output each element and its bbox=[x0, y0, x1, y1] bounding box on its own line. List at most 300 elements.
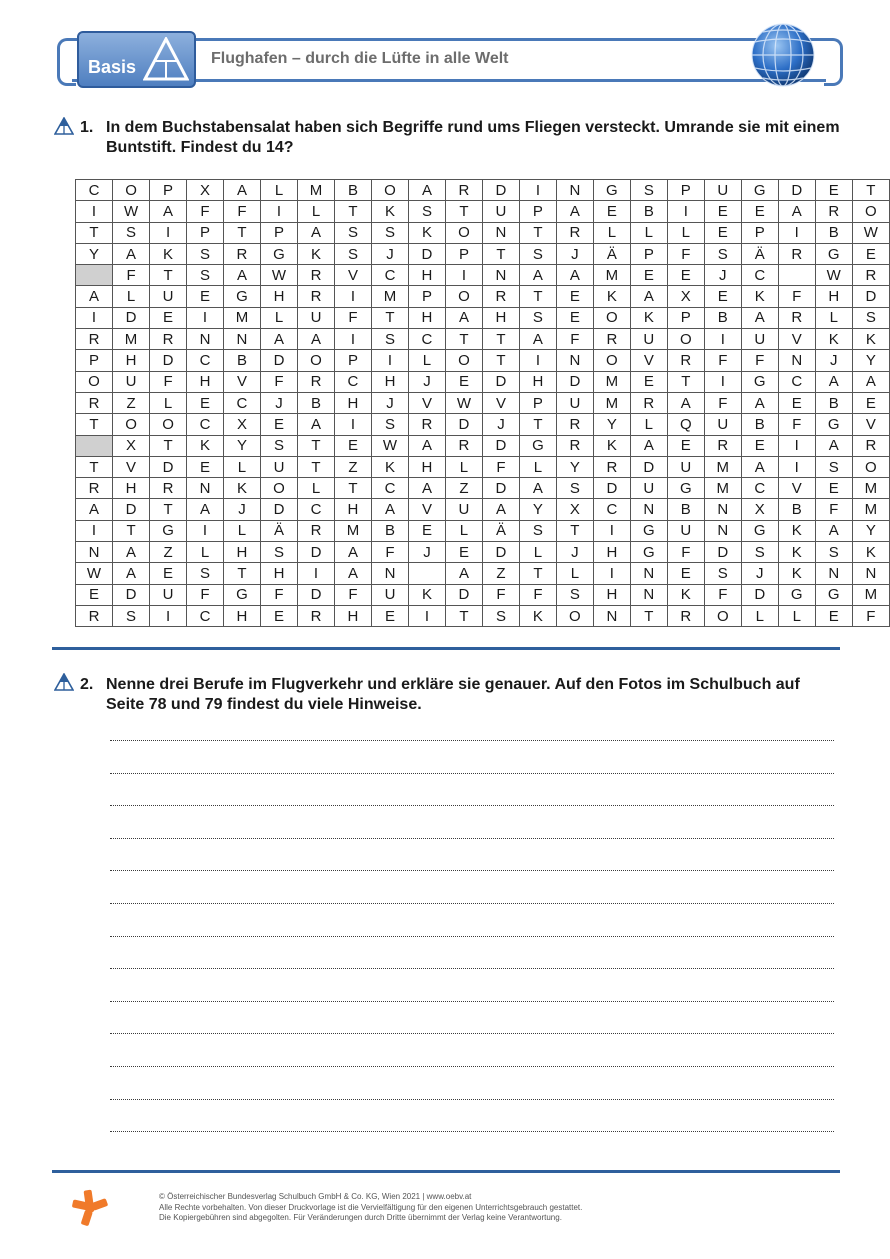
grid-cell[interactable]: H bbox=[371, 371, 408, 392]
grid-cell[interactable]: A bbox=[223, 180, 260, 201]
grid-cell[interactable]: K bbox=[593, 435, 630, 456]
grid-cell[interactable]: E bbox=[667, 563, 704, 584]
grid-cell[interactable]: U bbox=[741, 329, 778, 350]
grid-cell[interactable]: I bbox=[409, 605, 446, 626]
grid-cell[interactable]: U bbox=[667, 520, 704, 541]
grid-cell[interactable]: A bbox=[298, 222, 335, 243]
grid-cell[interactable]: M bbox=[852, 584, 889, 605]
grid-cell[interactable]: Y bbox=[852, 520, 889, 541]
grid-cell[interactable]: I bbox=[519, 350, 556, 371]
grid-cell[interactable]: K bbox=[519, 605, 556, 626]
grid-cell[interactable]: M bbox=[852, 478, 889, 499]
grid-cell[interactable]: D bbox=[482, 180, 519, 201]
grid-cell[interactable]: D bbox=[482, 435, 519, 456]
grid-cell[interactable]: N bbox=[187, 478, 224, 499]
grid-cell[interactable]: T bbox=[150, 265, 187, 286]
grid-cell[interactable]: A bbox=[778, 201, 815, 222]
grid-cell[interactable]: R bbox=[593, 456, 630, 477]
grid-cell[interactable]: T bbox=[371, 307, 408, 328]
grid-cell[interactable]: E bbox=[815, 478, 852, 499]
grid-cell[interactable]: S bbox=[556, 584, 593, 605]
grid-cell[interactable]: J bbox=[704, 265, 741, 286]
grid-cell[interactable]: O bbox=[593, 307, 630, 328]
grid-cell[interactable]: G bbox=[630, 520, 667, 541]
grid-cell[interactable]: P bbox=[150, 180, 187, 201]
grid-cell[interactable]: Y bbox=[852, 350, 889, 371]
grid-cell[interactable]: V bbox=[482, 392, 519, 413]
grid-cell[interactable]: Q bbox=[667, 414, 704, 435]
grid-cell[interactable]: J bbox=[371, 392, 408, 413]
grid-cell[interactable]: I bbox=[445, 265, 482, 286]
grid-cell[interactable]: O bbox=[150, 414, 187, 435]
grid-cell[interactable]: U bbox=[150, 286, 187, 307]
grid-cell[interactable]: A bbox=[150, 201, 187, 222]
grid-cell[interactable]: D bbox=[409, 243, 446, 264]
grid-cell[interactable]: R bbox=[76, 605, 113, 626]
grid-cell[interactable]: S bbox=[519, 243, 556, 264]
grid-cell[interactable]: R bbox=[556, 222, 593, 243]
grid-cell[interactable]: Z bbox=[445, 478, 482, 499]
grid-cell[interactable]: A bbox=[76, 499, 113, 520]
grid-cell[interactable]: L bbox=[150, 392, 187, 413]
grid-cell[interactable]: H bbox=[593, 584, 630, 605]
grid-cell[interactable]: L bbox=[741, 605, 778, 626]
grid-cell[interactable]: T bbox=[334, 478, 371, 499]
grid-cell[interactable]: T bbox=[223, 222, 260, 243]
grid-cell[interactable]: F bbox=[778, 414, 815, 435]
grid-cell[interactable]: J bbox=[741, 563, 778, 584]
grid-cell[interactable]: S bbox=[741, 542, 778, 563]
grid-cell[interactable]: C bbox=[371, 478, 408, 499]
grid-cell[interactable]: T bbox=[630, 605, 667, 626]
grid-cell[interactable]: P bbox=[76, 350, 113, 371]
grid-cell[interactable]: K bbox=[815, 329, 852, 350]
grid-cell[interactable]: G bbox=[815, 584, 852, 605]
grid-cell[interactable]: T bbox=[667, 371, 704, 392]
grid-cell[interactable]: F bbox=[187, 201, 224, 222]
grid-cell[interactable]: N bbox=[704, 499, 741, 520]
answer-line[interactable] bbox=[110, 1066, 834, 1067]
grid-cell[interactable]: Y bbox=[76, 243, 113, 264]
grid-cell[interactable]: G bbox=[260, 243, 297, 264]
grid-cell[interactable]: W bbox=[371, 435, 408, 456]
grid-cell[interactable]: F bbox=[704, 584, 741, 605]
grid-cell[interactable]: V bbox=[852, 414, 889, 435]
grid-cell[interactable]: D bbox=[482, 371, 519, 392]
grid-cell[interactable]: O bbox=[704, 605, 741, 626]
grid-cell[interactable]: O bbox=[445, 350, 482, 371]
grid-cell[interactable]: W bbox=[76, 563, 113, 584]
grid-cell[interactable]: L bbox=[445, 520, 482, 541]
grid-cell[interactable]: A bbox=[223, 265, 260, 286]
grid-cell[interactable]: K bbox=[409, 584, 446, 605]
grid-cell[interactable]: U bbox=[260, 456, 297, 477]
grid-cell[interactable]: R bbox=[852, 435, 889, 456]
grid-cell[interactable]: C bbox=[334, 371, 371, 392]
grid-cell[interactable]: O bbox=[113, 414, 150, 435]
grid-cell[interactable]: S bbox=[852, 307, 889, 328]
answer-line[interactable] bbox=[110, 936, 834, 937]
grid-cell[interactable]: F bbox=[260, 584, 297, 605]
grid-cell[interactable]: P bbox=[519, 201, 556, 222]
grid-cell[interactable]: L bbox=[298, 201, 335, 222]
grid-cell[interactable]: K bbox=[778, 542, 815, 563]
word-search-grid[interactable] bbox=[75, 179, 890, 627]
grid-cell[interactable]: A bbox=[815, 371, 852, 392]
grid-cell[interactable]: T bbox=[519, 414, 556, 435]
grid-cell[interactable]: F bbox=[778, 286, 815, 307]
grid-cell[interactable]: R bbox=[593, 329, 630, 350]
grid-cell[interactable]: D bbox=[445, 414, 482, 435]
answer-line[interactable] bbox=[110, 838, 834, 839]
grid-cell[interactable]: R bbox=[76, 478, 113, 499]
grid-cell[interactable]: A bbox=[519, 478, 556, 499]
grid-cell[interactable]: A bbox=[630, 286, 667, 307]
grid-cell[interactable]: T bbox=[519, 563, 556, 584]
grid-cell[interactable]: H bbox=[334, 392, 371, 413]
grid-cell[interactable]: U bbox=[445, 499, 482, 520]
grid-cell[interactable]: N bbox=[630, 584, 667, 605]
grid-cell[interactable]: X bbox=[223, 414, 260, 435]
grid-cell[interactable]: D bbox=[741, 584, 778, 605]
grid-cell[interactable]: L bbox=[298, 478, 335, 499]
grid-cell[interactable]: P bbox=[667, 180, 704, 201]
grid-cell[interactable]: F bbox=[482, 456, 519, 477]
grid-cell[interactable]: V bbox=[630, 350, 667, 371]
grid-cell[interactable]: K bbox=[741, 286, 778, 307]
grid-cell[interactable]: J bbox=[409, 542, 446, 563]
grid-cell[interactable]: J bbox=[556, 243, 593, 264]
grid-cell[interactable]: G bbox=[519, 435, 556, 456]
answer-line[interactable] bbox=[110, 870, 834, 871]
grid-cell[interactable]: M bbox=[371, 286, 408, 307]
grid-cell[interactable]: U bbox=[371, 584, 408, 605]
grid-cell[interactable]: W bbox=[815, 265, 852, 286]
grid-cell[interactable]: J bbox=[482, 414, 519, 435]
grid-cell[interactable]: E bbox=[187, 392, 224, 413]
answer-line[interactable] bbox=[110, 1001, 834, 1002]
grid-cell[interactable]: A bbox=[556, 201, 593, 222]
grid-cell[interactable]: P bbox=[630, 243, 667, 264]
grid-cell[interactable]: L bbox=[223, 456, 260, 477]
grid-cell[interactable]: D bbox=[630, 456, 667, 477]
grid-cell[interactable]: G bbox=[667, 478, 704, 499]
grid-cell[interactable]: D bbox=[704, 542, 741, 563]
grid-cell[interactable]: L bbox=[260, 180, 297, 201]
grid-cell[interactable]: D bbox=[298, 584, 335, 605]
grid-cell[interactable]: V bbox=[778, 329, 815, 350]
answer-line[interactable] bbox=[110, 903, 834, 904]
grid-cell[interactable]: Ä bbox=[260, 520, 297, 541]
grid-cell[interactable]: R bbox=[298, 371, 335, 392]
grid-cell[interactable]: L bbox=[519, 542, 556, 563]
grid-cell[interactable]: K bbox=[778, 520, 815, 541]
grid-cell[interactable]: U bbox=[150, 584, 187, 605]
grid-cell[interactable]: R bbox=[223, 243, 260, 264]
grid-cell[interactable]: T bbox=[445, 201, 482, 222]
grid-cell[interactable]: H bbox=[260, 563, 297, 584]
grid-cell[interactable]: I bbox=[778, 456, 815, 477]
grid-cell[interactable]: Z bbox=[113, 392, 150, 413]
grid-cell[interactable]: T bbox=[519, 222, 556, 243]
grid-cell[interactable]: D bbox=[113, 307, 150, 328]
grid-cell[interactable]: T bbox=[298, 456, 335, 477]
grid-cell[interactable]: I bbox=[76, 520, 113, 541]
grid-cell[interactable]: D bbox=[298, 542, 335, 563]
grid-cell[interactable]: S bbox=[556, 478, 593, 499]
grid-cell[interactable]: F bbox=[260, 371, 297, 392]
grid-cell[interactable]: F bbox=[556, 329, 593, 350]
grid-cell[interactable]: H bbox=[223, 605, 260, 626]
grid-cell[interactable]: C bbox=[298, 499, 335, 520]
grid-cell[interactable]: F bbox=[150, 371, 187, 392]
grid-cell[interactable]: L bbox=[223, 520, 260, 541]
grid-cell[interactable]: C bbox=[593, 499, 630, 520]
grid-cell[interactable]: N bbox=[630, 563, 667, 584]
grid-cell[interactable]: M bbox=[298, 180, 335, 201]
grid-cell[interactable]: K bbox=[630, 307, 667, 328]
grid-cell[interactable]: E bbox=[704, 201, 741, 222]
grid-cell[interactable]: S bbox=[260, 435, 297, 456]
grid-cell[interactable]: T bbox=[519, 286, 556, 307]
grid-cell[interactable]: N bbox=[815, 563, 852, 584]
grid-cell[interactable]: D bbox=[113, 584, 150, 605]
grid-cell[interactable]: S bbox=[815, 456, 852, 477]
grid-cell[interactable]: G bbox=[741, 371, 778, 392]
grid-cell[interactable]: J bbox=[556, 542, 593, 563]
grid-cell[interactable]: A bbox=[815, 435, 852, 456]
grid-cell[interactable]: U bbox=[704, 180, 741, 201]
grid-cell[interactable]: B bbox=[298, 392, 335, 413]
grid-cell[interactable]: E bbox=[741, 435, 778, 456]
grid-cell[interactable]: F bbox=[704, 392, 741, 413]
grid-cell[interactable]: O bbox=[667, 329, 704, 350]
grid-cell[interactable]: A bbox=[371, 499, 408, 520]
grid-cell[interactable]: S bbox=[409, 201, 446, 222]
grid-cell[interactable]: E bbox=[852, 243, 889, 264]
grid-cell[interactable]: K bbox=[667, 584, 704, 605]
grid-cell[interactable]: E bbox=[150, 307, 187, 328]
grid-cell[interactable]: R bbox=[556, 414, 593, 435]
grid-cell[interactable]: B bbox=[704, 307, 741, 328]
grid-cell[interactable]: O bbox=[852, 456, 889, 477]
grid-cell[interactable]: I bbox=[150, 222, 187, 243]
grid-cell[interactable]: P bbox=[187, 222, 224, 243]
grid-cell[interactable] bbox=[778, 265, 815, 286]
grid-cell[interactable]: A bbox=[298, 414, 335, 435]
grid-cell[interactable]: K bbox=[852, 329, 889, 350]
grid-cell[interactable]: S bbox=[482, 605, 519, 626]
grid-cell[interactable]: E bbox=[778, 392, 815, 413]
grid-cell[interactable]: A bbox=[741, 392, 778, 413]
grid-cell[interactable]: E bbox=[815, 605, 852, 626]
grid-cell[interactable]: I bbox=[334, 286, 371, 307]
grid-cell[interactable]: N bbox=[778, 350, 815, 371]
grid-cell[interactable]: F bbox=[187, 584, 224, 605]
grid-cell[interactable]: B bbox=[667, 499, 704, 520]
grid-cell[interactable]: L bbox=[445, 456, 482, 477]
grid-cell[interactable]: F bbox=[704, 350, 741, 371]
grid-cell[interactable]: D bbox=[150, 350, 187, 371]
grid-cell[interactable]: L bbox=[815, 307, 852, 328]
grid-cell[interactable]: Z bbox=[150, 542, 187, 563]
grid-cell[interactable]: N bbox=[187, 329, 224, 350]
grid-cell[interactable]: M bbox=[113, 329, 150, 350]
grid-cell[interactable]: A bbox=[482, 499, 519, 520]
grid-cell[interactable]: I bbox=[260, 201, 297, 222]
grid-cell[interactable]: T bbox=[113, 520, 150, 541]
grid-cell[interactable]: I bbox=[334, 414, 371, 435]
grid-cell[interactable]: T bbox=[76, 222, 113, 243]
grid-cell[interactable]: U bbox=[630, 329, 667, 350]
grid-cell[interactable]: C bbox=[741, 478, 778, 499]
grid-cell[interactable]: T bbox=[445, 329, 482, 350]
grid-cell[interactable]: P bbox=[445, 243, 482, 264]
grid-cell[interactable]: H bbox=[113, 350, 150, 371]
grid-cell[interactable]: O bbox=[852, 201, 889, 222]
grid-cell[interactable]: B bbox=[815, 222, 852, 243]
grid-cell[interactable]: R bbox=[298, 520, 335, 541]
grid-cell[interactable]: Y bbox=[556, 456, 593, 477]
grid-cell[interactable]: A bbox=[409, 435, 446, 456]
grid-cell[interactable]: H bbox=[409, 265, 446, 286]
grid-cell[interactable]: R bbox=[778, 243, 815, 264]
grid-cell[interactable]: S bbox=[187, 563, 224, 584]
grid-cell[interactable]: P bbox=[409, 286, 446, 307]
grid-cell[interactable]: G bbox=[150, 520, 187, 541]
grid-cell[interactable]: H bbox=[482, 307, 519, 328]
grid-cell[interactable]: B bbox=[815, 392, 852, 413]
grid-cell[interactable]: N bbox=[704, 520, 741, 541]
grid-cell[interactable]: R bbox=[815, 201, 852, 222]
grid-cell[interactable]: B bbox=[741, 414, 778, 435]
grid-cell[interactable]: U bbox=[704, 414, 741, 435]
grid-cell[interactable]: L bbox=[409, 350, 446, 371]
answer-line[interactable] bbox=[110, 740, 834, 741]
grid-cell[interactable]: L bbox=[260, 307, 297, 328]
grid-cell[interactable]: I bbox=[76, 307, 113, 328]
grid-cell[interactable]: S bbox=[630, 180, 667, 201]
grid-cell[interactable]: E bbox=[260, 414, 297, 435]
grid-cell[interactable]: D bbox=[482, 542, 519, 563]
grid-cell[interactable]: P bbox=[260, 222, 297, 243]
grid-cell[interactable]: N bbox=[371, 563, 408, 584]
grid-cell[interactable]: R bbox=[667, 350, 704, 371]
grid-cell[interactable]: N bbox=[593, 605, 630, 626]
grid-cell[interactable]: K bbox=[852, 542, 889, 563]
grid-cell[interactable]: G bbox=[223, 584, 260, 605]
grid-cell[interactable]: K bbox=[223, 478, 260, 499]
grid-cell[interactable]: U bbox=[667, 456, 704, 477]
grid-cell[interactable]: K bbox=[150, 243, 187, 264]
grid-cell[interactable]: G bbox=[593, 180, 630, 201]
grid-cell[interactable]: S bbox=[519, 520, 556, 541]
grid-cell[interactable]: C bbox=[741, 265, 778, 286]
grid-cell[interactable]: E bbox=[704, 286, 741, 307]
grid-cell[interactable]: V bbox=[223, 371, 260, 392]
grid-cell[interactable]: S bbox=[519, 307, 556, 328]
grid-cell[interactable]: N bbox=[852, 563, 889, 584]
grid-cell[interactable]: R bbox=[630, 392, 667, 413]
grid-cell[interactable]: R bbox=[778, 307, 815, 328]
grid-cell[interactable]: S bbox=[371, 222, 408, 243]
grid-cell[interactable]: I bbox=[704, 371, 741, 392]
grid-cell[interactable]: K bbox=[409, 222, 446, 243]
grid-cell[interactable]: U bbox=[113, 371, 150, 392]
grid-cell[interactable]: I bbox=[76, 201, 113, 222]
grid-cell[interactable]: V bbox=[334, 265, 371, 286]
grid-cell[interactable]: F bbox=[482, 584, 519, 605]
grid-cell[interactable]: H bbox=[815, 286, 852, 307]
grid-cell[interactable]: I bbox=[593, 563, 630, 584]
grid-cell[interactable]: A bbox=[519, 265, 556, 286]
grid-cell[interactable]: E bbox=[667, 435, 704, 456]
answer-line[interactable] bbox=[110, 968, 834, 969]
grid-cell[interactable]: M bbox=[223, 307, 260, 328]
grid-cell[interactable]: I bbox=[778, 222, 815, 243]
grid-cell[interactable]: T bbox=[445, 605, 482, 626]
grid-cell[interactable]: E bbox=[187, 286, 224, 307]
grid-cell[interactable]: M bbox=[593, 371, 630, 392]
grid-cell[interactable]: C bbox=[223, 392, 260, 413]
grid-cell[interactable]: I bbox=[778, 435, 815, 456]
grid-cell[interactable]: A bbox=[815, 520, 852, 541]
grid-cell[interactable]: D bbox=[150, 456, 187, 477]
grid-cell[interactable]: A bbox=[409, 478, 446, 499]
grid-cell[interactable]: D bbox=[113, 499, 150, 520]
grid-cell[interactable]: R bbox=[667, 605, 704, 626]
grid-cell[interactable]: A bbox=[76, 286, 113, 307]
grid-cell[interactable]: S bbox=[260, 542, 297, 563]
grid-cell[interactable]: Y bbox=[223, 435, 260, 456]
grid-cell[interactable]: M bbox=[593, 392, 630, 413]
grid-cell[interactable]: L bbox=[556, 563, 593, 584]
grid-cell[interactable] bbox=[76, 265, 113, 286]
grid-cell[interactable]: R bbox=[852, 265, 889, 286]
grid-cell[interactable] bbox=[76, 435, 113, 456]
grid-cell[interactable]: C bbox=[187, 414, 224, 435]
grid-cell[interactable]: U bbox=[298, 307, 335, 328]
grid-cell[interactable]: Y bbox=[593, 414, 630, 435]
grid-cell[interactable]: O bbox=[371, 180, 408, 201]
grid-cell[interactable]: L bbox=[667, 222, 704, 243]
grid-cell[interactable]: H bbox=[223, 542, 260, 563]
grid-cell[interactable]: C bbox=[187, 350, 224, 371]
grid-cell[interactable]: E bbox=[445, 542, 482, 563]
grid-cell[interactable]: B bbox=[371, 520, 408, 541]
grid-cell[interactable]: D bbox=[778, 180, 815, 201]
grid-cell[interactable]: A bbox=[445, 307, 482, 328]
grid-cell[interactable]: T bbox=[334, 201, 371, 222]
grid-cell[interactable]: O bbox=[593, 350, 630, 371]
grid-cell[interactable]: P bbox=[667, 307, 704, 328]
grid-cell[interactable]: X bbox=[187, 180, 224, 201]
grid-cell[interactable]: A bbox=[113, 563, 150, 584]
grid-cell[interactable]: T bbox=[482, 329, 519, 350]
grid-cell[interactable]: A bbox=[298, 329, 335, 350]
grid-cell[interactable]: A bbox=[187, 499, 224, 520]
grid-cell[interactable]: E bbox=[630, 371, 667, 392]
grid-cell[interactable]: S bbox=[704, 243, 741, 264]
grid-cell[interactable]: A bbox=[113, 542, 150, 563]
grid-cell[interactable]: K bbox=[187, 435, 224, 456]
grid-cell[interactable]: R bbox=[704, 435, 741, 456]
grid-cell[interactable]: B bbox=[223, 350, 260, 371]
grid-cell[interactable]: A bbox=[741, 456, 778, 477]
grid-cell[interactable]: A bbox=[519, 329, 556, 350]
grid-cell[interactable]: G bbox=[778, 584, 815, 605]
grid-cell[interactable]: L bbox=[113, 286, 150, 307]
